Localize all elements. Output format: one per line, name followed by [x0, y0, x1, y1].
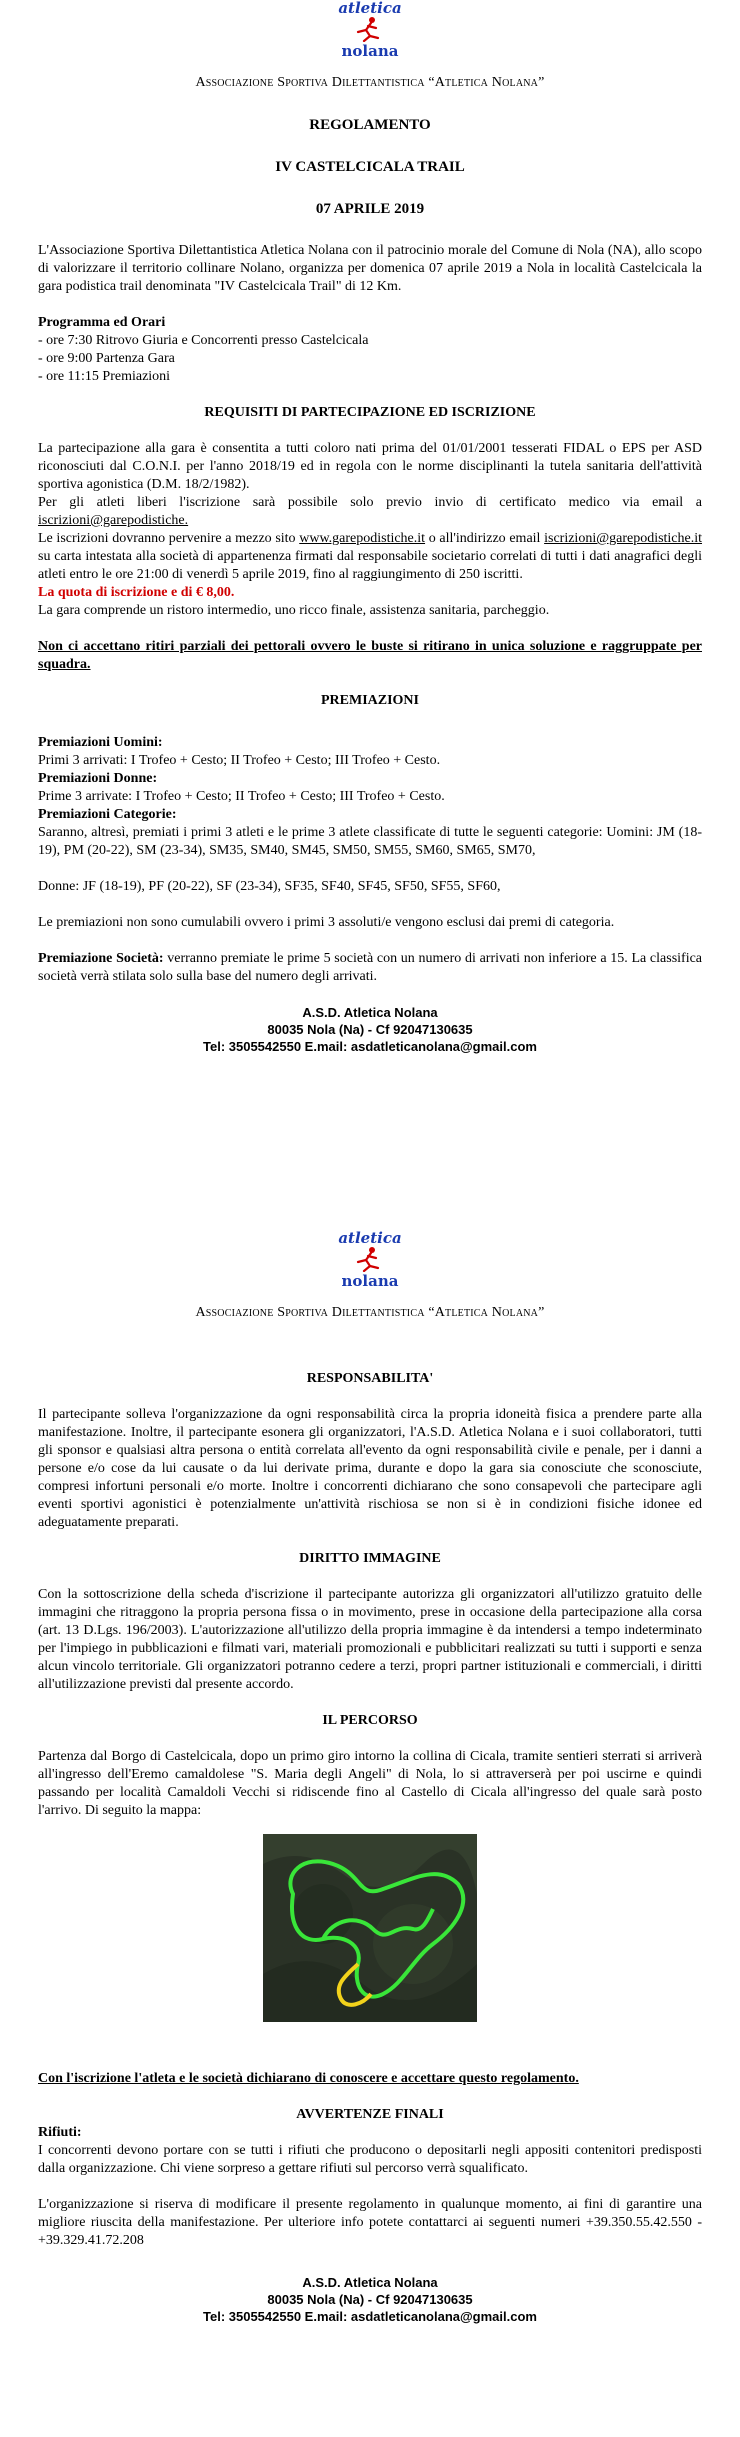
registration-paragraph: Le iscrizioni dovranno pervenire a mezzo sito www.garepodistiche.it o all'indirizzo email iscrizioni@garepodistiche.it su carta intestata alla società di appartenenza firmati dal responsabile societario correlati di tutti i dati anagrafici degli atleti entro le ore 21:00 di venerdì 5 aprile 2019, fino al raggiungimento di 250 iscritti. — [38, 531, 703, 582]
footer-org: A.S.D. Atletica Nolana — [302, 1005, 438, 1020]
awards-not-cumulative: Le premiazioni non sono cumulabili ovvero i primi 3 assoluti/e vengono esclusi dai premi di categoria. — [38, 915, 615, 930]
footer-contacts: Tel: 3505542550 E.mail: asdatleticanolana@gmail.com — [203, 1039, 537, 1054]
route-heading: IL PERCORSO — [322, 1713, 418, 1728]
logo-bottom-text: nolana — [341, 1272, 399, 1290]
waste-heading: Rifiuti: — [38, 2125, 82, 2140]
association-name: Associazione Sportiva Dilettantistica “Atletica Nolana” — [195, 75, 545, 90]
responsibility-paragraph: Il partecipante solleva l'organizzazione da ogni responsabilità circa la propria idoneità fisica a prendere parte alla manifestazione. Inoltre, il partecipante esonera gli organizzatori, l'A.S.D. Atletica Nolana e i suoi collaboratori, tutti gli sponsor e qualsiasi altra persona o entità correlata all'evento da ogni responsabilità civile e penale, per i danni a persone e/o cose da lui causate o da lui derivate prima, durante e dopo la gara sia conosciute che sconosciute, compresi infortuni personali e/o morte. Inoltre i concorrenti dichiarano che sono consapevoli che partecipare agli eventi sportivi agonistici è potenzialmente un'attività rischiosa se non si è in condizioni fisiche idonee ed adeguatamente preparati. — [38, 1407, 702, 1530]
event-name: IV CASTELCICALA TRAIL — [275, 159, 465, 175]
footer — [38, 1004, 702, 1055]
category-awards-men: Saranno, altresì, premiati i primi 3 atleti e le prime 3 atlete classificate di tutte le seguenti categorie: Uomini: JM (18-19), PM (20-22), SM (23-34), SM35, SM40, SM45, SM50, SM55, SM60, SM65, SM70, — [38, 825, 702, 858]
logo-top-text: atletica — [338, 1229, 402, 1247]
association-name: Associazione Sportiva Dilettantistica “Atletica Nolana” — [195, 1305, 545, 1320]
final-notes-heading: AVVERTENZE FINALI — [296, 2107, 444, 2122]
category-awards-women: Donne: JF (18-19), PF (20-22), SF (23-34), SF35, SF40, SF45, SF50, SF55, SF60, — [38, 879, 501, 894]
waste-paragraph: I concorrenti devono portare con se tutti i rifiuti che producono o depositarli negli appositi contenitori predisposti dalla organizzazione. Chi viene sorpreso a gettare rifiuti sul percorso verrà squalificato. — [38, 2143, 702, 2176]
footer — [38, 2274, 702, 2325]
atletica-nolana-logo — [38, 0, 702, 68]
page-1 — [38, 0, 702, 1055]
intro-paragraph: L'Associazione Sportiva Dilettantistica Atletica Nolana con il patrocinio morale del Comune di Nola (NA), allo scopo di valorizzare il territorio collinare Nolano, organizza per domenica 07 aprile 2019 a Nola in località Castelcicala la gara podistica trail denominata "IV Castelcicala Trail" di 12 Km. — [38, 243, 702, 294]
awards-heading: PREMIAZIONI — [320, 693, 419, 708]
requirements-heading: REQUISITI DI PARTECIPAZIONE ED ISCRIZIONE — [204, 405, 536, 420]
route-map — [263, 1834, 477, 2022]
acceptance-notice: Con l'iscrizione l'atleta e le società dichiarano di conoscere e accettare questo regolamento. — [38, 2071, 579, 2086]
registration-email-link[interactable]: iscrizioni@garepodistiche.it — [544, 531, 703, 546]
footer-org: A.S.D. Atletica Nolana — [302, 2275, 438, 2290]
event-date: 07 APRILE 2019 — [315, 201, 425, 217]
runner-icon — [350, 1246, 390, 1272]
registration-email-link[interactable]: iscrizioni@garepodistiche. — [38, 513, 189, 528]
men-awards: Primi 3 arrivati: I Trofeo + Cesto; II Trofeo + Cesto; III Trofeo + Cesto. — [38, 753, 441, 768]
program-heading: Programma ed Orari — [38, 315, 166, 330]
women-awards: Prime 3 arrivate: I Trofeo + Cesto; II Trofeo + Cesto; III Trofeo + Cesto. — [38, 789, 445, 804]
website-link[interactable]: www.garepodistiche.it — [299, 531, 426, 546]
program-item: - ore 7:30 Ritrovo Giuria e Concorrenti presso Castelcicala — [38, 333, 369, 348]
race-includes: La gara comprende un ristoro intermedio, uno ricco finale, assistenza sanitaria, parcheggio. — [38, 603, 550, 618]
runner-icon — [350, 16, 390, 42]
men-awards-heading: Premiazioni Uomini: — [38, 735, 163, 750]
responsibility-heading: RESPONSABILITA' — [306, 1371, 434, 1386]
logo-bottom-text: nolana — [341, 42, 399, 60]
logo-top-text: atletica — [338, 0, 402, 17]
requirements-paragraph: La partecipazione alla gara è consentita a tutti coloro nati prima del 01/01/2001 tesserati FIDAL o EPS per ASD riconosciuti dal C.O.N.I. per l'anno 2018/19 ed in regola con le norme disciplinanti la tutela sanitaria dell'attività sportiva agonistica (D.M. 18/2/1982). — [38, 441, 702, 492]
image-rights-heading: DIRITTO IMMAGINE — [299, 1551, 441, 1566]
footer-address: 80035 Nola (Na) - Cf 92047130635 — [267, 2292, 473, 2307]
route-paragraph: Partenza dal Borgo di Castelcicala, dopo un primo giro intorno la collina di Cicala, tramite sentieri sterrati si arriverà all'ingresso dell'Eremo camaldolese "S. Maria degli Angeli" di Nola, lo si attraverserà per poi uscirne e quindi passando per località Camaldoli Vecchi si ridiscende fino al Castello di Cicala all'ingresso del quale sarà posto l'arrivo. Di seguito la mappa: — [38, 1749, 702, 1818]
women-awards-heading: Premiazioni Donne: — [38, 771, 158, 786]
atletica-nolana-logo — [38, 1230, 702, 1298]
bib-notice: Non ci accettano ritiri parziali dei pettorali ovvero le buste si ritirano in unica soluzione e raggruppate per squadra. — [38, 639, 702, 672]
program-item: - ore 11:15 Premiazioni — [38, 369, 171, 384]
free-athletes-paragraph: Per gli atleti liberi l'iscrizione sarà possibile solo previo invio di certificato medico via email a iscrizioni@garepodistiche. — [38, 495, 702, 528]
category-awards-heading: Premiazioni Categorie: — [38, 807, 177, 822]
program-item: - ore 9:00 Partenza Gara — [38, 351, 175, 366]
document-title: REGOLAMENTO — [309, 117, 431, 133]
footer-address: 80035 Nola (Na) - Cf 92047130635 — [267, 1022, 473, 1037]
final-paragraph: L'organizzazione si riserva di modificare il presente regolamento in qualunque momento, ai fini di garantire una migliore riuscita della manifestazione. Per ulteriore info potete contattarci ai seguenti numeri +39.350.55.42.550 - +39.329.41.72.208 — [38, 2197, 702, 2248]
page-2 — [38, 1230, 702, 2325]
footer-contacts: Tel: 3505542550 E.mail: asdatleticanolana@gmail.com — [203, 2309, 537, 2324]
society-awards: Premiazione Società: verranno premiate le prime 5 società con un numero di arrivati non inferiore a 15. La classifica società verrà stilata solo sulla base del numero degli arrivati. — [38, 951, 703, 984]
image-rights-paragraph: Con la sottoscrizione della scheda d'iscrizione il partecipante autorizza gli organizzatori all'utilizzo gratuito delle immagini che ritraggono la propria persona fissa o in movimento, prese in occasione della partecipazione alla corsa (art. 13 D.Lgs. 196/2003). L'autorizzazione all'utilizzo della propria immagine è da intendersi a tempo indeterminato per l'impiego in pubblicazioni e filmati vari, materiali promozionali e pubblicitari realizzati su tutti i supporti e senza alcun vincolo territoriale. Gli organizzatori potranno cedere a terzi, propri partner istituzionali e commerciali, i diritti all'utilizzazione previsti dal presente accordo. — [38, 1587, 702, 1692]
entry-fee: La quota di iscrizione e di € 8,00. — [38, 585, 235, 600]
